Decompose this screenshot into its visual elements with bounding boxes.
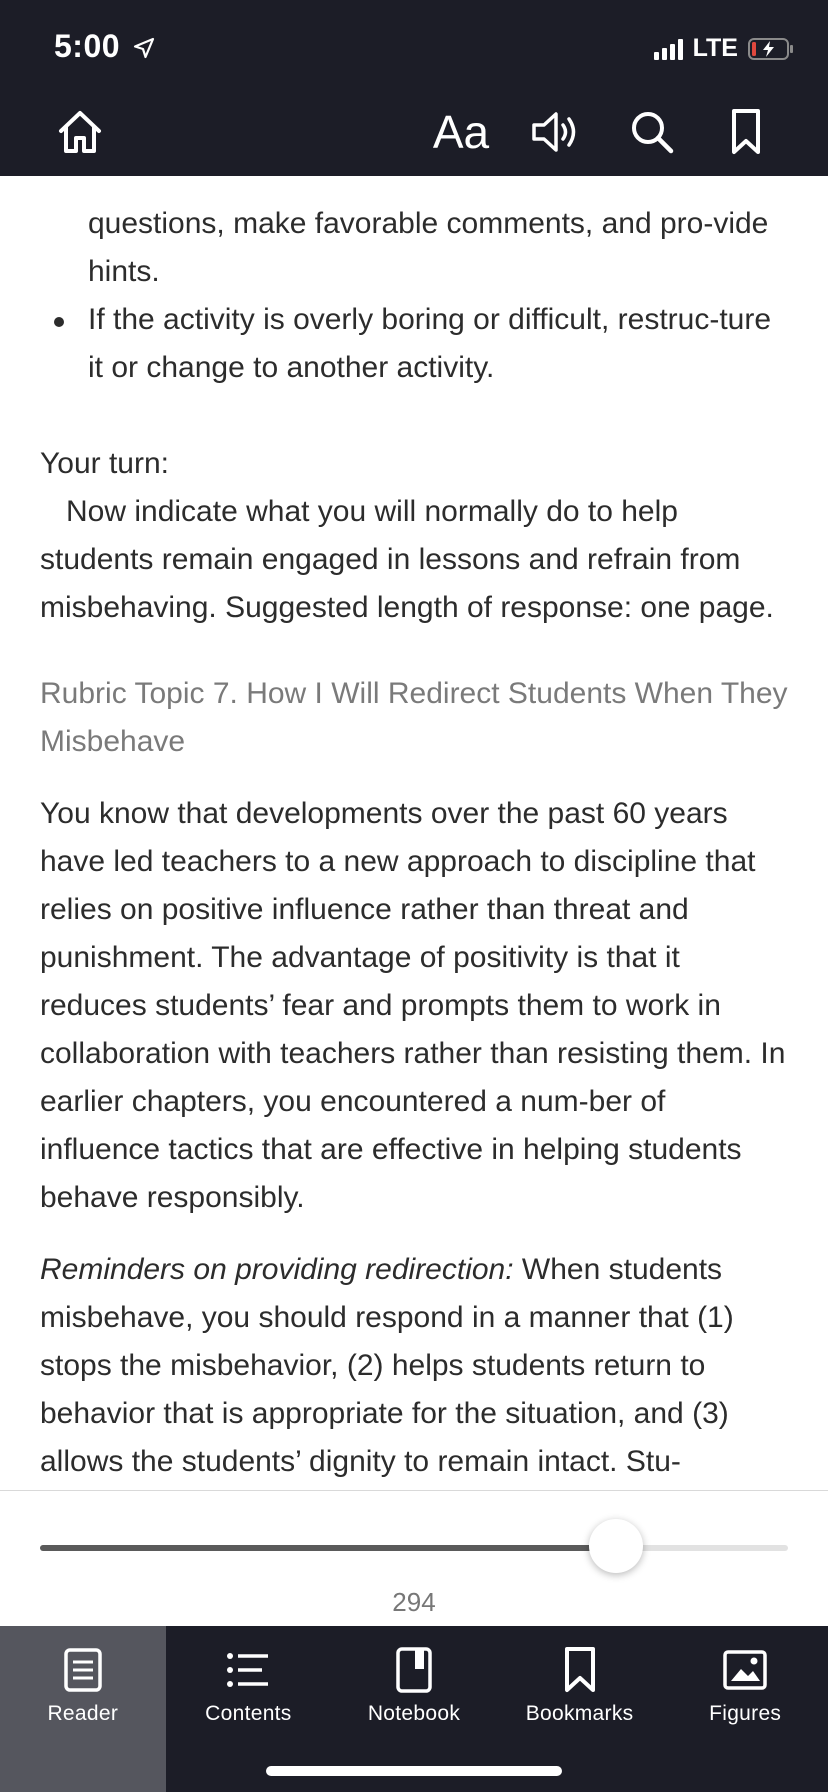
list-item: [40, 296, 792, 392]
bullet-list: [40, 176, 792, 392]
status-time: 5:00: [54, 28, 121, 64]
page-number: 294: [392, 1587, 436, 1617]
search-icon: [628, 108, 676, 156]
paragraph-2-text: When students misbehave, you should respond in a manner that (1) stops the misbehavior, (2) helps students return to behavior that is appropriate for the situation, and (3) allows the students’ dignity to remain intact. Stu-: [40, 1253, 734, 1478]
rubric-heading: Rubric Topic 7. How I Will Redirect Students When They Misbehave: [40, 677, 788, 758]
your-turn-label: Your turn:: [40, 447, 169, 480]
bookmarks-icon: [556, 1646, 604, 1694]
tab-figures[interactable]: [662, 1626, 828, 1792]
paragraph-2-italic: Reminders on providing redirection:: [40, 1253, 514, 1286]
home-icon: [56, 108, 104, 156]
signal-icon: [654, 38, 683, 60]
battery-icon: [748, 38, 794, 60]
reader-content[interactable]: [0, 176, 828, 1490]
paragraph-2: [40, 1246, 792, 1486]
bookmark-icon: [726, 107, 766, 157]
tab-reader[interactable]: [0, 1626, 166, 1792]
tab-label: Bookmarks: [525, 1702, 634, 1725]
bullet-dot: [54, 317, 64, 327]
tab-label: Contents: [205, 1702, 292, 1725]
location-arrow-icon: [132, 36, 156, 60]
network-label: LTE: [692, 34, 738, 62]
bullet-text: If the activity is overly boring or difficult, restruc-ture it or change to another activity.: [88, 303, 772, 384]
font-settings-button[interactable]: Aa: [432, 106, 490, 158]
audio-button[interactable]: [528, 104, 584, 160]
notebook-icon: [390, 1646, 438, 1694]
status-indicators: [654, 34, 794, 63]
page-text: [40, 176, 792, 1486]
list-item: [40, 176, 792, 296]
bookmark-page-button[interactable]: [718, 104, 774, 160]
reader-icon: [59, 1646, 107, 1694]
bullet-text: questions, make favorable comments, and pro-vide hints.: [88, 207, 769, 288]
home-button[interactable]: [52, 104, 108, 160]
page-slider-track[interactable]: [40, 1545, 788, 1551]
tab-label: Reader: [47, 1702, 119, 1725]
tab-label: Figures: [709, 1702, 782, 1725]
page-slider-progress: [40, 1545, 616, 1551]
paragraph-1: You know that developments over the past 60 years have led teachers to a new approach to discipline that relies on positive influence rather than threat and punishment. The advantage of positivity is that it reduces students’ fear and prompts them to work in collaboration with teachers rather than resisting them. In earlier chapters, you encountered a num-ber of influence tactics that are effective in helping students behave responsibly.: [40, 797, 786, 1214]
top-bar: [0, 0, 828, 176]
page-slider-area: [0, 1490, 828, 1627]
home-indicator: [266, 1766, 562, 1776]
page-slider-thumb[interactable]: [589, 1519, 643, 1573]
your-turn-body: Now indicate what you will normally do to help students remain engaged in lessons and refrain from misbehaving. Suggested length of response: one page.: [40, 495, 774, 624]
contents-icon: [224, 1646, 272, 1694]
tab-label: Notebook: [367, 1702, 461, 1725]
speaker-icon: [530, 108, 582, 156]
figures-icon: [721, 1646, 769, 1694]
search-button[interactable]: [624, 104, 680, 160]
